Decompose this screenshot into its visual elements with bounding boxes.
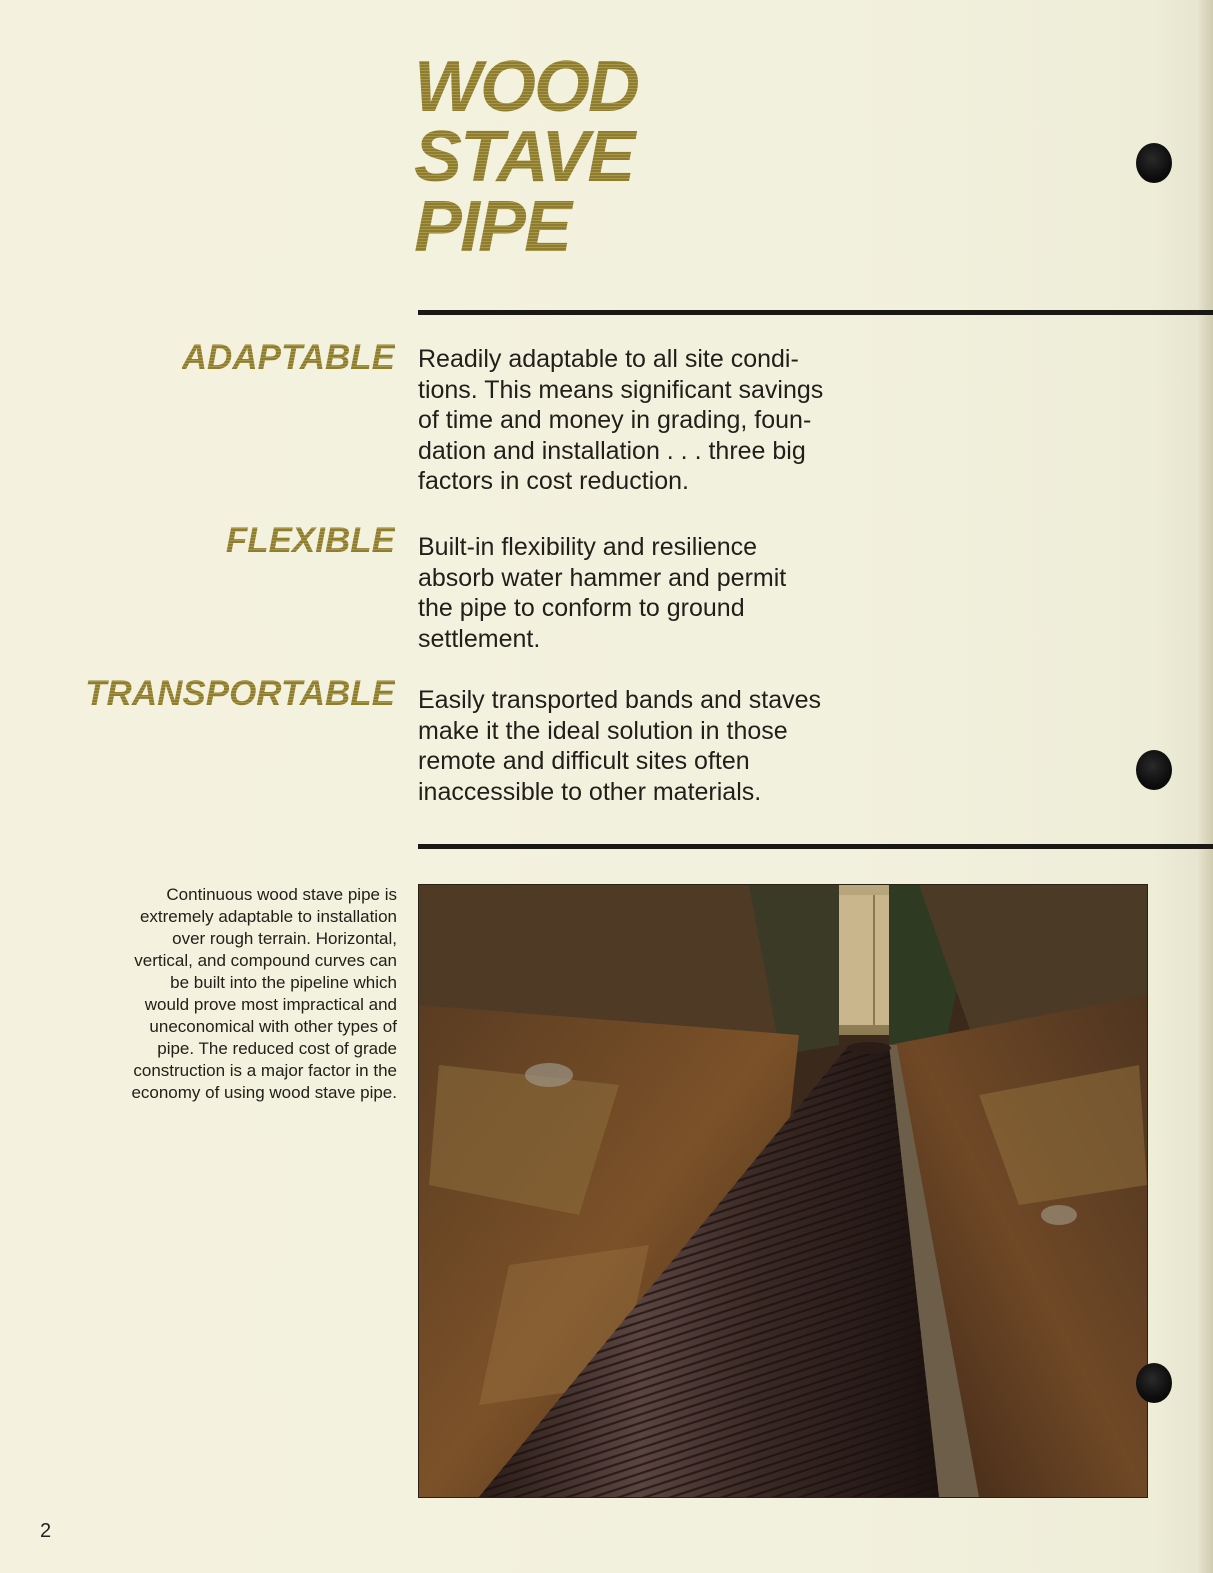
pipeline-photo-illustration: [419, 885, 1147, 1497]
feature-label-transportable: TRANSPORTABLE: [85, 674, 395, 713]
feature-label-flexible: FLEXIBLE: [225, 521, 395, 560]
page-number: 2: [40, 1520, 52, 1542]
title-line-3: PIPE: [414, 187, 571, 267]
page-edge: [1196, 0, 1213, 1573]
binder-hole-top: [1136, 143, 1172, 183]
title-line-1: WOOD: [414, 47, 638, 127]
page-title: [414, 47, 638, 267]
pipeline-photo: [418, 884, 1148, 1498]
feature-text-adaptable: Readily adaptable to all site condi- tions. This means significant savings of time and money in grading, foun- dation and installation . . . three big factors in cost reduction.: [418, 345, 824, 495]
title-line-2: STAVE: [414, 117, 634, 197]
feature-text-transportable: Easily transported bands and staves make it the ideal solution in those remote and difficult sites often inaccessible to other materials.: [418, 686, 822, 806]
binder-hole-middle: [1136, 750, 1172, 790]
feature-text-flexible: Built-in flexibility and resilience absorb water hammer and permit the pipe to conform to ground settlement.: [418, 533, 787, 653]
feature-label-adaptable: ADAPTABLE: [181, 338, 395, 377]
bottom-divider: [418, 844, 1213, 849]
binder-hole-bottom: [1136, 1363, 1172, 1403]
top-divider: [418, 310, 1213, 315]
photo-caption: Continuous wood stave pipe is extremely adaptable to installation over rough terrain. Horizontal, vertical, and compound curves can be built into the pipeline which would prove most impractical and uneconomical with other types of pipe. The reduced cost of grade construction is a major factor in the economy of using wood stave pipe.: [131, 885, 397, 1102]
